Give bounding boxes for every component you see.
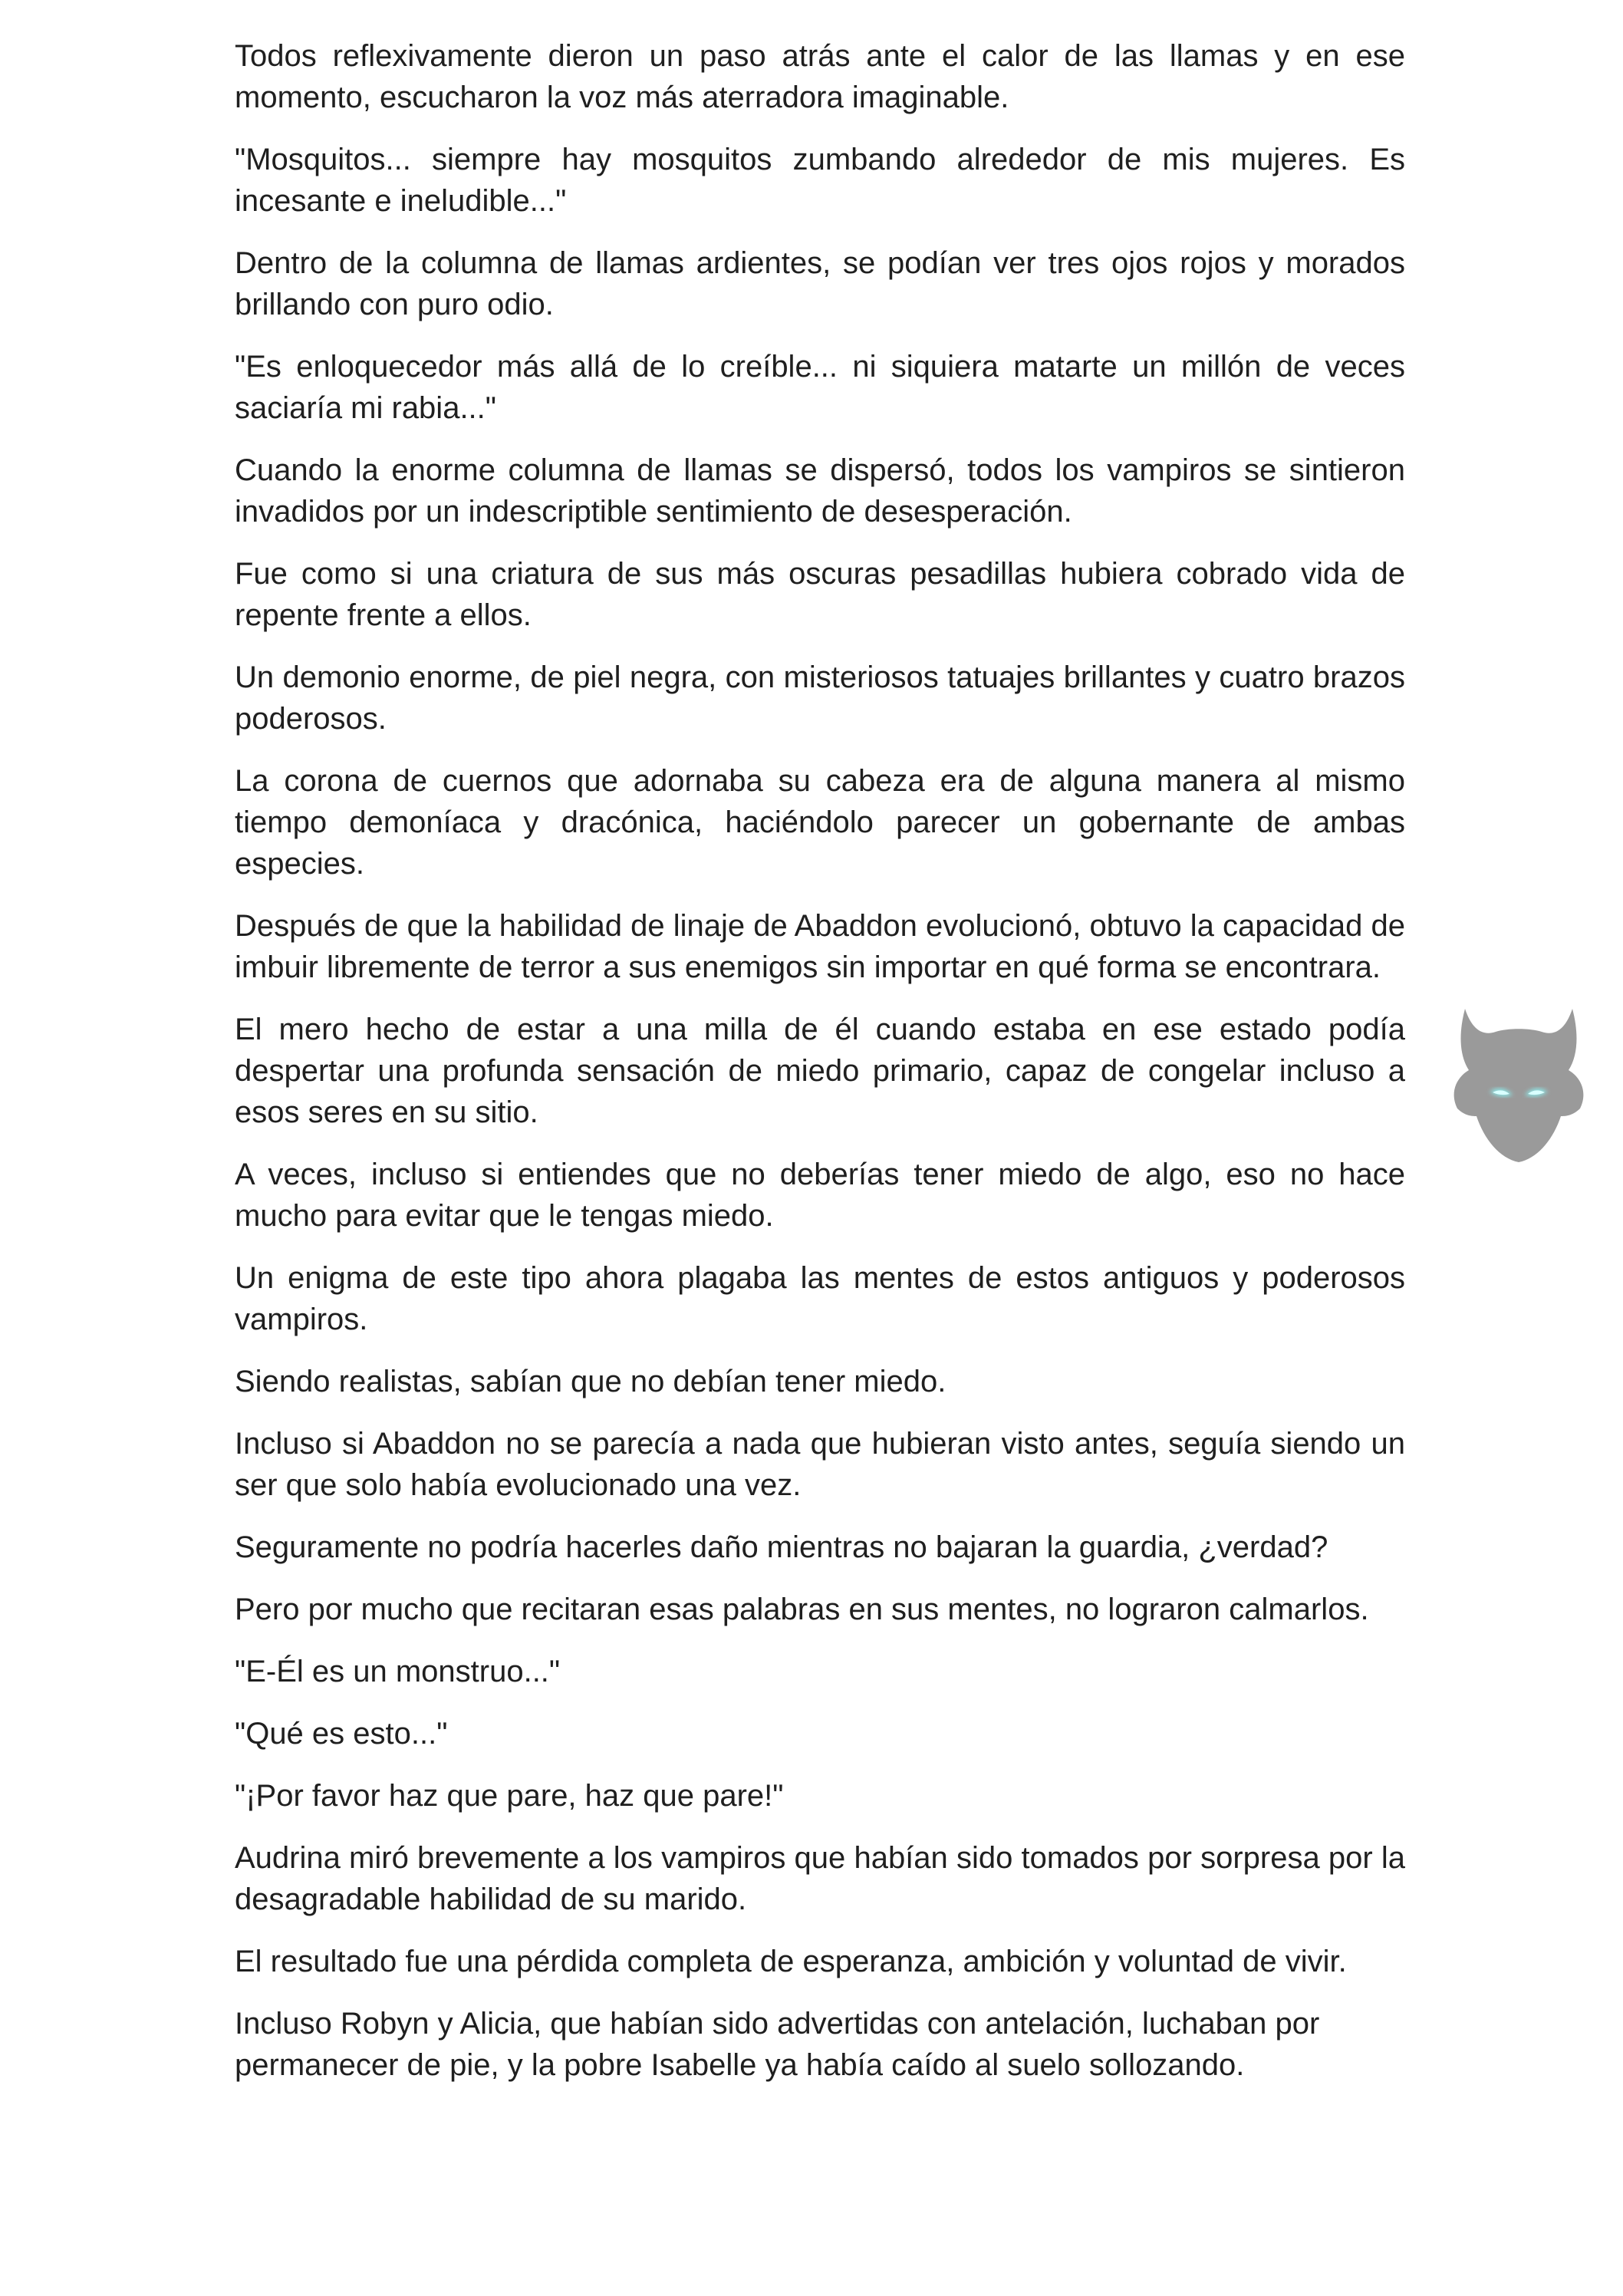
paragraph: A veces, incluso si entiendes que no deberías tener miedo de algo, eso no hace mucho para evitar que le tengas miedo. [235, 1158, 1405, 1233]
paragraph: "E-Él es un monstruo..." [235, 1655, 561, 1688]
paragraph: Pero por mucho que recitaran esas palabras en sus mentes, no lograron calmarlos. [235, 1593, 1369, 1626]
paragraph: Incluso si Abaddon no se parecía a nada que hubieran visto antes, seguía siendo un ser que solo había evolucionado una vez. [235, 1427, 1405, 1502]
paragraph: Un demonio enorme, de piel negra, con misteriosos tatuajes brillantes y cuatro brazos poderosos. [235, 660, 1405, 736]
paragraph: El mero hecho de estar a una milla de él cuando estaba en ese estado podía despertar una profunda sensación de miedo primario, capaz de congelar incluso a esos seres en su sitio. [235, 1013, 1405, 1129]
paragraph: "Qué es esto..." [235, 1717, 448, 1751]
watermark-logo [1442, 1001, 1595, 1170]
paragraph: Seguramente no podría hacerles daño mientras no bajaran la guardia, ¿verdad? [235, 1530, 1328, 1564]
paragraph: Todos reflexivamente dieron un paso atrás ante el calor de las llamas y en ese momento, escucharon la voz más aterradora imaginable. [235, 39, 1405, 114]
paragraph: El resultado fue una pérdida completa de esperanza, ambición y voluntad de vivir. [235, 1945, 1347, 1978]
paragraph: Después de que la habilidad de linaje de Abaddon evolucionó, obtuvo la capacidad de imbuir libremente de terror a sus enemigos sin importar en qué forma se encontrara. [235, 909, 1405, 984]
paragraph: Dentro de la columna de llamas ardientes, se podían ver tres ojos rojos y morados brillando con puro odio. [235, 246, 1405, 321]
paragraph: Audrina miró brevemente a los vampiros que habían sido tomados por sorpresa por la desagradable habilidad de su marido. [235, 1841, 1405, 1916]
paragraph: Fue como si una criatura de sus más oscuras pesadillas hubiera cobrado vida de repente frente a ellos. [235, 557, 1405, 632]
paragraph: "Es enloquecedor más allá de lo creíble... ni siquiera matarte un millón de veces saciaría mi rabia..." [235, 350, 1405, 425]
paragraph: Siendo realistas, sabían que no debían tener miedo. [235, 1365, 946, 1398]
demon-silhouette [1454, 1009, 1584, 1162]
paragraph: Cuando la enorme columna de llamas se dispersó, todos los vampiros se sintieron invadidos por un indescriptible sentimiento de desesperación. [235, 453, 1405, 529]
paragraph: "¡Por favor haz que pare, haz que pare!" [235, 1779, 784, 1813]
paragraph: Un enigma de este tipo ahora plagaba las mentes de estos antiguos y poderosos vampiros. [235, 1261, 1405, 1336]
document-page [235, 35, 1405, 2107]
paragraph: Incluso Robyn y Alicia, que habían sido advertidas con antelación, luchaban por permanecer de pie, y la pobre Isabelle ya había caído al suelo sollozando. [235, 2007, 1320, 2082]
demon-head-icon [1442, 1001, 1595, 1170]
paragraph: La corona de cuernos que adornaba su cabeza era de alguna manera al mismo tiempo demoníaca y dracónica, haciéndolo parecer un gobernante de ambas especies. [235, 764, 1405, 881]
paragraph: "Mosquitos... siempre hay mosquitos zumbando alrededor de mis mujeres. Es incesante e ineludible..." [235, 143, 1405, 218]
